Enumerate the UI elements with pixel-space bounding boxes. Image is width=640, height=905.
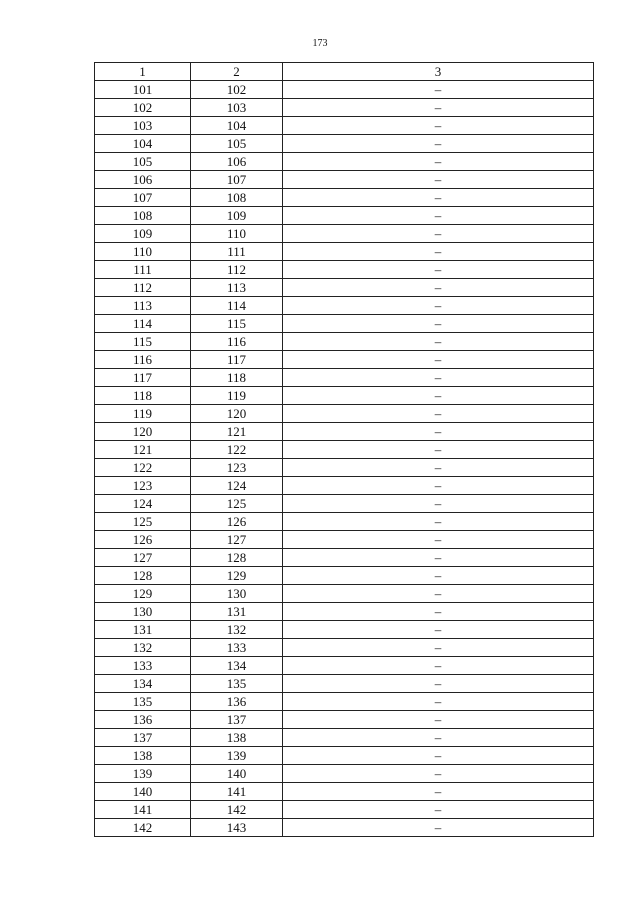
cell-col-3: –: [283, 711, 594, 729]
cell-col-3: –: [283, 333, 594, 351]
table-row: [95, 189, 594, 207]
table-row: [95, 279, 594, 297]
cell-col-2: 134: [191, 657, 283, 675]
cell-col-1: 117: [95, 369, 191, 387]
cell-col-2: 140: [191, 765, 283, 783]
cell-col-3: –: [283, 693, 594, 711]
cell-col-1: 107: [95, 189, 191, 207]
table-row: [95, 477, 594, 495]
cell-col-2: 104: [191, 117, 283, 135]
table-header-row: [95, 63, 594, 81]
cell-col-3: –: [283, 99, 594, 117]
cell-col-2: 131: [191, 603, 283, 621]
cell-col-2: 112: [191, 261, 283, 279]
cell-col-1: 123: [95, 477, 191, 495]
cell-col-3: –: [283, 135, 594, 153]
cell-col-2: 130: [191, 585, 283, 603]
table-row: [95, 315, 594, 333]
cell-col-1: 118: [95, 387, 191, 405]
cell-col-2: 139: [191, 747, 283, 765]
cell-col-1: 127: [95, 549, 191, 567]
table-row: [95, 441, 594, 459]
cell-col-1: 133: [95, 657, 191, 675]
cell-col-2: 115: [191, 315, 283, 333]
cell-col-1: 116: [95, 351, 191, 369]
cell-col-2: 106: [191, 153, 283, 171]
cell-col-1: 105: [95, 153, 191, 171]
cell-col-2: 111: [191, 243, 283, 261]
cell-col-1: 138: [95, 747, 191, 765]
cell-col-1: 125: [95, 513, 191, 531]
table-row: [95, 225, 594, 243]
cell-col-3: –: [283, 405, 594, 423]
cell-col-2: 122: [191, 441, 283, 459]
table-row: [95, 801, 594, 819]
table-row: [95, 567, 594, 585]
cell-col-1: 124: [95, 495, 191, 513]
cell-col-3: –: [283, 621, 594, 639]
cell-col-1: 126: [95, 531, 191, 549]
cell-col-3: –: [283, 567, 594, 585]
table-row: [95, 765, 594, 783]
column-header-2: 2: [191, 63, 283, 81]
cell-col-2: 143: [191, 819, 283, 837]
table-row: [95, 261, 594, 279]
cell-col-3: –: [283, 639, 594, 657]
cell-col-3: –: [283, 207, 594, 225]
cell-col-2: 126: [191, 513, 283, 531]
cell-col-3: –: [283, 531, 594, 549]
cell-col-3: –: [283, 549, 594, 567]
cell-col-2: 138: [191, 729, 283, 747]
column-header-1: 1: [95, 63, 191, 81]
cell-col-2: 108: [191, 189, 283, 207]
cell-col-1: 136: [95, 711, 191, 729]
table-body: [95, 81, 594, 837]
cell-col-3: –: [283, 153, 594, 171]
cell-col-2: 127: [191, 531, 283, 549]
table-row: [95, 459, 594, 477]
cell-col-2: 103: [191, 99, 283, 117]
cell-col-1: 134: [95, 675, 191, 693]
table-row: [95, 495, 594, 513]
cell-col-3: –: [283, 657, 594, 675]
cell-col-2: 107: [191, 171, 283, 189]
cell-col-1: 102: [95, 99, 191, 117]
cell-col-2: 102: [191, 81, 283, 99]
cell-col-1: 128: [95, 567, 191, 585]
cell-col-1: 122: [95, 459, 191, 477]
cell-col-1: 113: [95, 297, 191, 315]
table-row: [95, 819, 594, 837]
cell-col-2: 116: [191, 333, 283, 351]
cell-col-3: –: [283, 495, 594, 513]
cell-col-1: 111: [95, 261, 191, 279]
cell-col-3: –: [283, 387, 594, 405]
cell-col-2: 141: [191, 783, 283, 801]
table-row: [95, 531, 594, 549]
table-row: [95, 369, 594, 387]
cell-col-2: 113: [191, 279, 283, 297]
cell-col-1: 114: [95, 315, 191, 333]
table-row: [95, 603, 594, 621]
cell-col-2: 124: [191, 477, 283, 495]
cell-col-1: 120: [95, 423, 191, 441]
cell-col-3: –: [283, 675, 594, 693]
cell-col-3: –: [283, 513, 594, 531]
cell-col-1: 101: [95, 81, 191, 99]
cell-col-1: 130: [95, 603, 191, 621]
cell-col-1: 110: [95, 243, 191, 261]
table-row: [95, 675, 594, 693]
cell-col-2: 118: [191, 369, 283, 387]
cell-col-3: –: [283, 459, 594, 477]
table-row: [95, 783, 594, 801]
cell-col-3: –: [283, 225, 594, 243]
cell-col-3: –: [283, 369, 594, 387]
cell-col-2: 137: [191, 711, 283, 729]
table-row: [95, 333, 594, 351]
cell-col-3: –: [283, 729, 594, 747]
cell-col-2: 117: [191, 351, 283, 369]
cell-col-1: 121: [95, 441, 191, 459]
table-row: [95, 711, 594, 729]
cell-col-3: –: [283, 117, 594, 135]
cell-col-2: 123: [191, 459, 283, 477]
cell-col-2: 129: [191, 567, 283, 585]
cell-col-1: 106: [95, 171, 191, 189]
cell-col-1: 140: [95, 783, 191, 801]
cell-col-3: –: [283, 81, 594, 99]
cell-col-2: 132: [191, 621, 283, 639]
cell-col-2: 105: [191, 135, 283, 153]
cell-col-2: 109: [191, 207, 283, 225]
cell-col-2: 133: [191, 639, 283, 657]
cell-col-2: 121: [191, 423, 283, 441]
table-row: [95, 171, 594, 189]
cell-col-3: –: [283, 765, 594, 783]
cell-col-3: –: [283, 747, 594, 765]
cell-col-1: 108: [95, 207, 191, 225]
cell-col-3: –: [283, 243, 594, 261]
table-row: [95, 387, 594, 405]
table-row: [95, 135, 594, 153]
table-row: [95, 423, 594, 441]
cell-col-2: 114: [191, 297, 283, 315]
cell-col-1: 131: [95, 621, 191, 639]
table-row: [95, 729, 594, 747]
cell-col-1: 142: [95, 819, 191, 837]
column-header-3: 3: [283, 63, 594, 81]
cell-col-1: 109: [95, 225, 191, 243]
cell-col-1: 132: [95, 639, 191, 657]
cell-col-3: –: [283, 423, 594, 441]
table-row: [95, 513, 594, 531]
cell-col-3: –: [283, 441, 594, 459]
cell-col-1: 135: [95, 693, 191, 711]
data-table: [94, 62, 594, 837]
table-row: [95, 351, 594, 369]
cell-col-3: –: [283, 189, 594, 207]
cell-col-3: –: [283, 783, 594, 801]
cell-col-2: 110: [191, 225, 283, 243]
table-row: [95, 657, 594, 675]
table-row: [95, 747, 594, 765]
table-row: [95, 693, 594, 711]
cell-col-3: –: [283, 819, 594, 837]
cell-col-2: 136: [191, 693, 283, 711]
cell-col-1: 119: [95, 405, 191, 423]
table-row: [95, 639, 594, 657]
cell-col-3: –: [283, 297, 594, 315]
cell-col-3: –: [283, 477, 594, 495]
table-row: [95, 117, 594, 135]
table-row: [95, 153, 594, 171]
cell-col-3: –: [283, 279, 594, 297]
cell-col-3: –: [283, 171, 594, 189]
cell-col-1: 141: [95, 801, 191, 819]
page-number: 173: [312, 38, 328, 49]
table-row: [95, 207, 594, 225]
cell-col-3: –: [283, 261, 594, 279]
table-row: [95, 243, 594, 261]
cell-col-2: 128: [191, 549, 283, 567]
cell-col-1: 104: [95, 135, 191, 153]
table-row: [95, 81, 594, 99]
cell-col-3: –: [283, 801, 594, 819]
cell-col-1: 112: [95, 279, 191, 297]
table-row: [95, 405, 594, 423]
cell-col-2: 119: [191, 387, 283, 405]
cell-col-1: 139: [95, 765, 191, 783]
table-row: [95, 549, 594, 567]
cell-col-1: 129: [95, 585, 191, 603]
cell-col-3: –: [283, 585, 594, 603]
cell-col-2: 125: [191, 495, 283, 513]
cell-col-3: –: [283, 315, 594, 333]
cell-col-2: 142: [191, 801, 283, 819]
cell-col-1: 103: [95, 117, 191, 135]
cell-col-1: 137: [95, 729, 191, 747]
table-row: [95, 621, 594, 639]
cell-col-2: 135: [191, 675, 283, 693]
cell-col-3: –: [283, 351, 594, 369]
table-row: [95, 99, 594, 117]
cell-col-1: 115: [95, 333, 191, 351]
table-row: [95, 297, 594, 315]
table-row: [95, 585, 594, 603]
cell-col-2: 120: [191, 405, 283, 423]
cell-col-3: –: [283, 603, 594, 621]
